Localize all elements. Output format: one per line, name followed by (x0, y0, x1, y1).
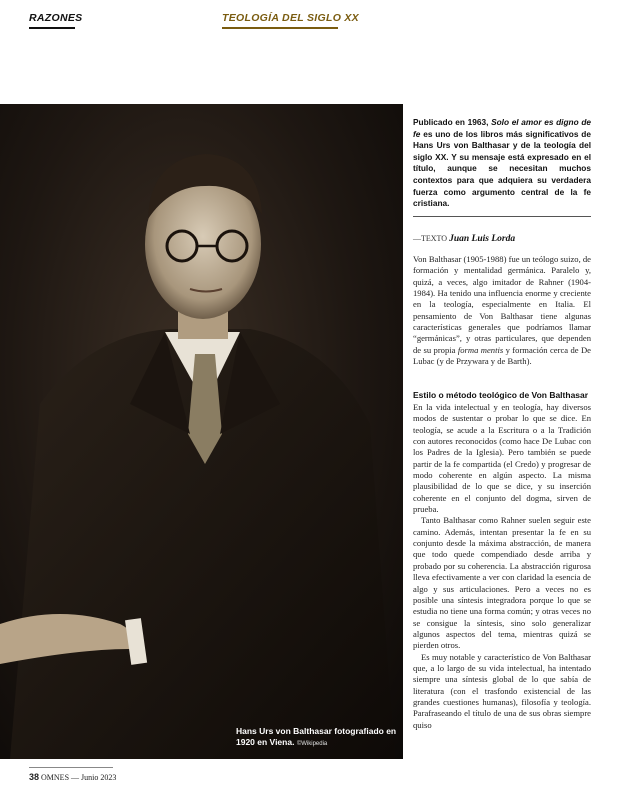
intro-paragraph (413, 254, 591, 367)
section-underline (29, 27, 75, 29)
section-paragraph-1: En la vida intelectual y en teología, hay diversos modos de sustentar o probar lo que se dice. En teología, se acude a la Escritura o a la Tradición con autores reconocidos (como hace De Lubac con los Padres de la Iglesia). Pero también se puede partir de la fe compartida (el Credo) y progresar de modo coherente en algún aspecto. La misma plausibilidad de lo que se dice, y su inserción coherente en el conjunto del dogma, sirven de prueba. (413, 402, 591, 515)
intro-italic: forma mentis (457, 344, 504, 355)
lead-book-title: Solo el amor es digno de fe (413, 117, 591, 139)
section-paragraph-3: Es muy notable y característico de Von Balthasar que, a lo largo de su vida intelectual, ha intentado siempre una síntesis global de lo que sabía de literatura (con el trasfondo existencial de las grandes cuestiones humanas), filosofía y teología. Parafraseando el título de una de sus obras siempre quiso (413, 651, 591, 730)
topic-label: TEOLOGÍA DEL SIGLO XX (222, 12, 359, 24)
page-number: 38 (29, 772, 40, 782)
byline-label: —TEXTO (413, 234, 450, 243)
lead-text-1: Publicado en 1963, (413, 117, 492, 127)
publication-info: OMNES — Junio 2023 (39, 773, 117, 782)
portrait-photo (0, 104, 403, 759)
byline (413, 234, 591, 244)
section-body (413, 402, 591, 731)
footer-divider (29, 767, 113, 768)
photo-credit: ©Wikipedia (296, 741, 328, 747)
lead-divider (413, 216, 591, 217)
topic-underline (222, 27, 338, 29)
lead-text-2: es uno de los libros más significativos de Hans Urs von Balthasar y de la teología del siglo XX. Y su mensaje está expresado en el título, aunque se necesitan muchos contextos para que adquiera su verdadera fuerza como argumento central de la fe cristiana. (413, 128, 591, 209)
intro-text-1: Von Balthasar (1905-1988) fue un teólogo suizo, de formación y mentalidad germánica. Paralelo y, quizá, a veces, algo imitador de Rahner (1904-1984). Ha tenido una influencia enorme y creciente en la teología, especialmente en Italia. El pensamiento de Von Balthasar tiene algunas características generales que podríamos llamar “germánicas”, y otras particulares, que dependen de su propia (413, 254, 591, 355)
portrait-illustration (0, 104, 403, 759)
section-label: RAZONES (29, 12, 83, 24)
author-name: Juan Luis Lorda (449, 234, 516, 244)
section-paragraph-2: Tanto Balthasar como Rahner suelen seguir este camino. Además, intentan presentar la fe en su conjunto desde la máxima abstracción, de manera que todo quede compendiado desde arriba y probado por su coherencia. La abstracción rigurosa lleva efectivamente a ver con claridad la esencia de algo y sus articulaciones. Pero a veces no es posible una síntesis integradora porque lo que se estudia no tiene una forma común; y otras veces no se consigue la síntesis, sino solo generalizar algunos aspectos del tema, mientras quizá se pierden otros. (413, 515, 591, 651)
photo-caption (236, 726, 406, 750)
section-subhead: Estilo o método teológico de Von Balthasar (413, 390, 589, 400)
intro-text-2: y formación cerca de De Lubac (y de Przywara y de Barth). (413, 344, 591, 367)
page-footer (29, 772, 116, 782)
caption-text: Hans Urs von Balthasar fotografiado en 1920 en Viena. (236, 726, 397, 747)
lead-paragraph (413, 117, 591, 210)
